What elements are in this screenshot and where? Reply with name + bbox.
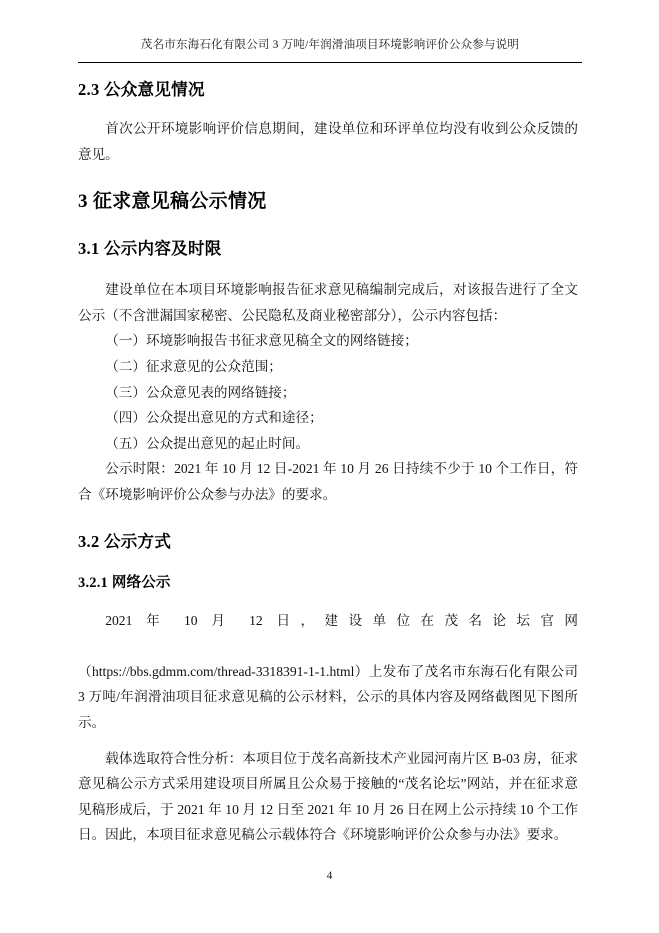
list-item: （四）公众提出意见的方式和途径；: [105, 410, 323, 426]
heading-3-draft-disclosure: 3 征求意见稿公示情况: [78, 191, 267, 213]
spacer: [78, 554, 578, 572]
spacer: [78, 508, 578, 530]
page-content: [78, 78, 578, 848]
paragraph-3-2-1-first-line: 2021 年 10 月 12 日，建设单位在茂名论坛官网: [105, 612, 578, 628]
list-item: （二）征求意见的公众范围；: [105, 358, 282, 374]
paragraph-3-2-1-carrier-analysis: 载体选取符合性分析：本项目位于茂名高新技术产业园河南片区 B-03 房，征求意见稿公示方式采用建设项目所属且公众易于接触的“茂名论坛”网站，并在征求意见稿形成后，于 2021 年 10 月 12 日至 2021 年 10 月 26 日在网上公示持续 10 个工作日。因此，本项目征求意见稿公示载体符合《环境影响评价公众参与办法》要求。: [78, 750, 578, 843]
spacer: [78, 261, 578, 277]
paragraph-3-2-1-url-and-material: （https://bbs.gdmm.com/thread-3318391-1-1.html）上发布了茂名市东海石化有限公司 3 万吨/年润滑油项目征求意见稿的公示材料，公示的具体内容及网络截图见下图所示。: [78, 663, 578, 730]
spacer: [78, 594, 578, 608]
spacer: [78, 215, 578, 237]
paragraph-3-1-disclosure-period: 公示时限：2021 年 10 月 12 日-2021 年 10 月 26 日持续不少于 10 个工作日，符合《环境影响评价公众参与办法》的要求。: [78, 461, 578, 502]
list-item: （五）公众提出意见的起止时间。: [105, 435, 310, 451]
running-header-text: 茂名市东海石化有限公司 3 万吨/年润滑油项目环境影响评价公众参与说明: [140, 39, 520, 51]
spacer: [78, 102, 578, 116]
paragraph-2-3-public-opinions: 首次公开环境影响评价信息期间，建设单位和环评单位均没有收到公众反馈的意见。: [78, 121, 578, 162]
running-header: [78, 38, 582, 53]
list-item: （三）公众意见表的网络链接；: [105, 384, 296, 400]
list-item: （一）环境影响报告书征求意见稿全文的网络链接；: [105, 333, 418, 349]
heading-3-2-1-online-disclosure: 3.2.1 网络公示: [78, 574, 171, 591]
heading-3-1-content-and-period: 3.1 公示内容及时限: [78, 239, 222, 259]
page-number: 4: [326, 870, 333, 882]
heading-2-3-public-opinions: 2.3 公众意见情况: [78, 80, 205, 99]
page-footer: [0, 866, 659, 884]
spacer: [78, 167, 578, 189]
heading-3-2-disclosure-method: 3.2 公示方式: [78, 531, 172, 551]
paragraph-3-1-intro: 建设单位在本项目环境影响报告征求意见稿编制完成后，对该报告进行了全文公示（不含泄漏国家秘密、公民隐私及商业秘密部分），公示内容包括：: [78, 282, 578, 323]
header-divider-rule: [78, 62, 582, 63]
spacer: [78, 736, 578, 746]
